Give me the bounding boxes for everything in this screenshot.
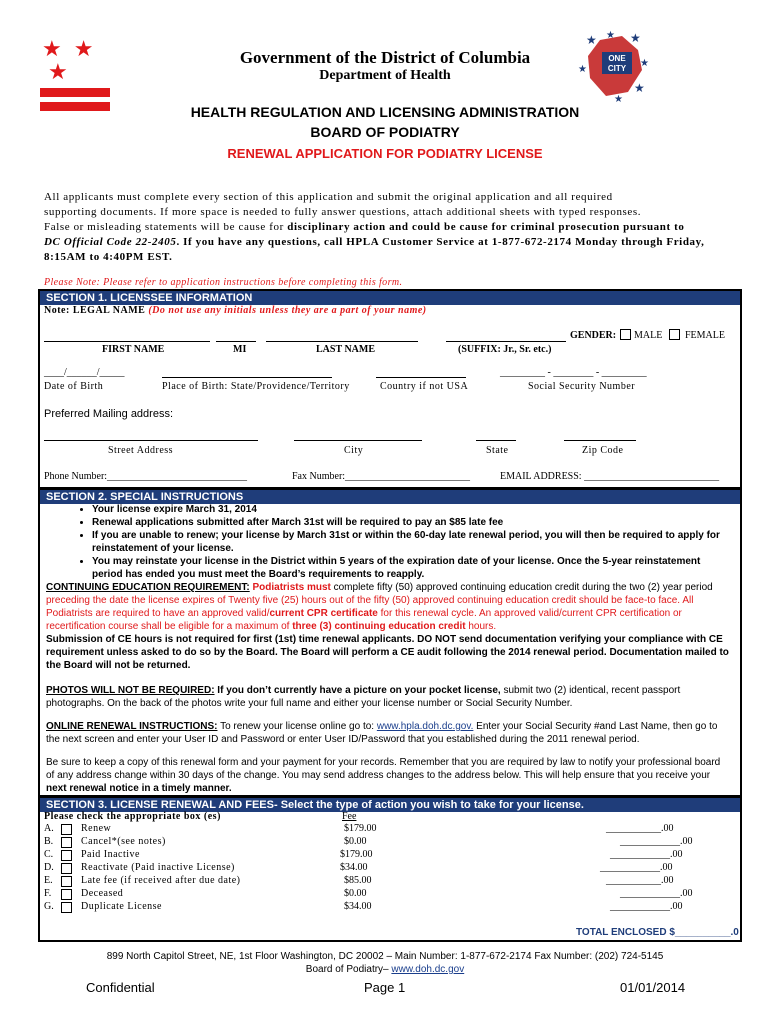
reactivate-checkbox[interactable] (61, 863, 72, 874)
total-enclosed: TOTAL ENCLOSED $__________.0 (576, 927, 739, 938)
pob-label: Place of Birth: State/Providence/Territory (162, 381, 350, 392)
photos-text: PHOTOS WILL NOT BE REQUIRED: If you don’t currently have a picture on your pocket license, submit two (2) identical, recent passport photographs. On the back of the photos write your full name and either your license number or Social Security Number. (46, 685, 681, 709)
flag-bar (40, 88, 110, 97)
instructions-note: Please Note: Please refer to application instructions before completing this form. (44, 277, 403, 288)
last-name-field[interactable] (266, 341, 418, 342)
doh-link[interactable]: www.doh.dc.gov (391, 964, 465, 975)
zip-field[interactable] (564, 440, 636, 441)
fee-header: Fee (342, 811, 357, 822)
svg-text:★: ★ (634, 81, 645, 95)
amount-field[interactable]: ____________.00 (600, 862, 673, 873)
intro-line: DC Official Code 22-2405. If you have any questions, call HPLA Customer Service at 1-877-672-2174 Monday through Friday, (44, 236, 705, 248)
dob-label: Date of Birth (44, 381, 104, 392)
female-checkbox[interactable] (669, 329, 680, 340)
suffix-field[interactable] (446, 341, 566, 342)
country-label: Country if not USA (380, 381, 469, 392)
footer-confidential: Confidential (86, 980, 155, 995)
mi-field[interactable] (216, 341, 256, 342)
intro-line: False or misleading statements will be cause for disciplinary action and could be cause for criminal prosecution pursuant to (44, 221, 685, 233)
ce-submission-text: Submission of CE hours is not required for first (1st) time renewal applicants. DO NOT send documentation verifying your compliance with CE requirement unless asked to do so by the Board. The Board will perform a CE audit following the 2014 renewal period. Documentation mailed to the Board will not be returned. (46, 634, 729, 671)
intro-line: supporting documents. If more space is needed to fully answer questions, attach additional sheets with typed responses. (44, 206, 642, 218)
amount-field[interactable]: ____________.00 (610, 901, 683, 912)
star-icon: ★ (42, 36, 62, 61)
phone-field[interactable]: Phone Number:____________________________ (44, 471, 248, 482)
svg-text:★: ★ (586, 33, 597, 47)
government-title: Government of the District of Columbia (239, 48, 531, 67)
renew-checkbox[interactable] (61, 824, 72, 835)
online-renewal-text: ONLINE RENEWAL INSTRUCTIONS: To renew your license online go to: www.hpla.doh.dc.gov. Enter your Social Security #and Last Name, then go to the next screen and enter your User ID and Password or enter User ID/Password that you established during the 2011 renewal period. (46, 721, 718, 745)
gender-label: GENDER: (570, 330, 617, 341)
fee-row: E. Late fee (if received after due date) $85.00 ___________.00 (44, 875, 674, 886)
fee-row: C. Paid Inactive $179.00 ____________.00 (44, 849, 683, 860)
administration-title: HEALTH REGULATION AND LICENSING ADMINISTRATION (190, 104, 580, 120)
female-label: FEMALE (685, 330, 725, 341)
svg-text:★: ★ (614, 94, 623, 102)
late-fee-checkbox[interactable] (61, 876, 72, 887)
fee-row: A. Renew $179.00 ___________.00 (44, 823, 674, 834)
city-field[interactable] (294, 440, 422, 441)
amount-field[interactable]: ____________.00 (620, 888, 693, 899)
paid-inactive-checkbox[interactable] (61, 850, 72, 861)
male-checkbox[interactable] (620, 329, 631, 340)
mailing-label: Preferred Mailing address: (44, 408, 174, 420)
star-icon: ★ (73, 36, 94, 61)
section-1-heading: SECTION 1. LICENSSEE INFORMATION (40, 291, 740, 305)
email-field[interactable]: EMAIL ADDRESS: ___________________________ (500, 471, 720, 482)
first-name-label: FIRST NAME (102, 344, 165, 355)
amount-field[interactable]: ___________.00 (606, 823, 674, 834)
total-field[interactable]: __________ (674, 927, 731, 938)
section-2-heading: SECTION 2. SPECIAL INSTRUCTIONS (40, 490, 740, 504)
first-name-field[interactable] (44, 341, 210, 342)
amount-field[interactable]: ____________.00 (620, 836, 693, 847)
fee-row: G. Duplicate License $34.00 ____________.00 (44, 901, 683, 912)
male-label: MALE (634, 330, 663, 341)
footer-board: Board of Podiatry– www.doh.dc.gov (305, 964, 465, 975)
svg-text:★: ★ (578, 64, 587, 75)
list-item: • If you are unable to renew; your license by March 31st or within the 60-day late renewal period, you will then be required to apply for reinstatement of your license. (92, 529, 730, 555)
svg-text:★: ★ (630, 31, 641, 45)
list-item: • You may reinstate your license in the District within 5 years of the expiration date of your license. Once the 5-year reinstatement period has ended you must meet the Board’s requirements to reapply. (92, 555, 730, 581)
svg-text:ONE: ONE (608, 54, 626, 63)
last-name-label: LAST NAME (316, 344, 375, 355)
amount-field[interactable]: ____________.00 (610, 849, 683, 860)
footer-address: 899 North Capitol Street, NE, 1st Floor Washington, DC 20002 – Main Number: 1-877-672-2174 Fax Number: (202) 724-5145 (106, 951, 664, 962)
street-field[interactable] (44, 440, 258, 441)
ssn-label: Social Security Number (528, 381, 636, 392)
department-title: Department of Health (319, 68, 451, 83)
intro-line: 8:15AM to 4:40PM EST. (44, 251, 173, 263)
ssn-field[interactable]: _________ - ________ - _________ (500, 367, 647, 378)
instruction-list (40, 503, 730, 581)
street-label: Street Address (108, 445, 174, 456)
intro-text (44, 190, 734, 265)
hpla-link[interactable]: www.hpla.doh.dc.gov. (376, 721, 474, 732)
svg-text:CITY: CITY (607, 64, 627, 73)
pob-field[interactable] (162, 377, 332, 378)
svg-text:★: ★ (606, 30, 615, 41)
check-label: Please check the appropriate box (es) (44, 811, 221, 822)
list-item: • Your license expire March 31, 2014 (92, 503, 730, 516)
list-item: • Renewal applications submitted after March 31st will be required to pay an $85 late fee (92, 516, 730, 529)
board-title: BOARD OF PODIATRY (310, 124, 460, 140)
fee-row: B. Cancel*(see notes) $0.00 ____________.00 (44, 836, 693, 847)
special-instructions (40, 503, 730, 795)
svg-text:★: ★ (640, 58, 649, 69)
ce-requirement: CONTINUING EDUCATION REQUIREMENT: Podiatrists must complete fifty (50) approved continuing education credit during the two (2) year period preceding the date the license expires of Twenty five (25) hours out of the fifty (50) approved continuing education credit should be face-to face. All Podiatrists are required to have an approved valid/current CPR certificate for this renewal cycle. An approved valid/current CPR certification or recertification course shall be eligible for a maximum of three (3) continuing education credit hours. (46, 582, 713, 632)
keep-copy-text: Be sure to keep a copy of this renewal form and your payment for your records. Remember that you are required by law to notify your professional board of any address change within 30 days of the change. You may send address changes to the address below. This will help ensure that you receive your next renewal notice in a timely manner. (46, 757, 721, 794)
suffix-label: (SUFFIX: Jr., Sr. etc.) (458, 344, 552, 355)
dob-field[interactable]: ____/______/_____ (44, 367, 125, 378)
one-city-logo (578, 30, 650, 102)
intro-line: All applicants must complete every section of this application and submit the original application and all required (44, 191, 613, 203)
form-title: RENEWAL APPLICATION FOR PODIATRY LICENSE (227, 146, 543, 161)
amount-field[interactable]: ___________.00 (606, 875, 674, 886)
state-field[interactable] (476, 440, 516, 441)
duplicate-license-checkbox[interactable] (61, 902, 72, 913)
state-label: State (486, 445, 509, 456)
zip-label: Zip Code (582, 445, 624, 456)
city-label: City (344, 445, 364, 456)
country-field[interactable] (376, 377, 466, 378)
fax-field[interactable]: Fax Number:_________________________ (292, 471, 471, 482)
fee-row: D. Reactivate (Paid inactive License) $34.00 ____________.00 (44, 862, 673, 873)
legal-name-note: Note: LEGAL NAME (Do not use any initials unless they are a part of your name) (44, 305, 427, 316)
star-icon: ★ (48, 59, 68, 84)
mi-label: MI (233, 344, 247, 355)
fee-row: F. Deceased $0.00 ____________.00 (44, 888, 693, 899)
footer-date: 01/01/2014 (620, 980, 686, 995)
section-3-heading: SECTION 3. LICENSE RENEWAL AND FEES- Select the type of action you wish to take for your license. (40, 798, 740, 812)
cancel-checkbox[interactable] (61, 837, 72, 848)
footer-page-number: Page 1 (364, 980, 406, 995)
one-city-seal-icon (578, 30, 650, 102)
fee-table (44, 823, 734, 914)
deceased-checkbox[interactable] (61, 889, 72, 900)
